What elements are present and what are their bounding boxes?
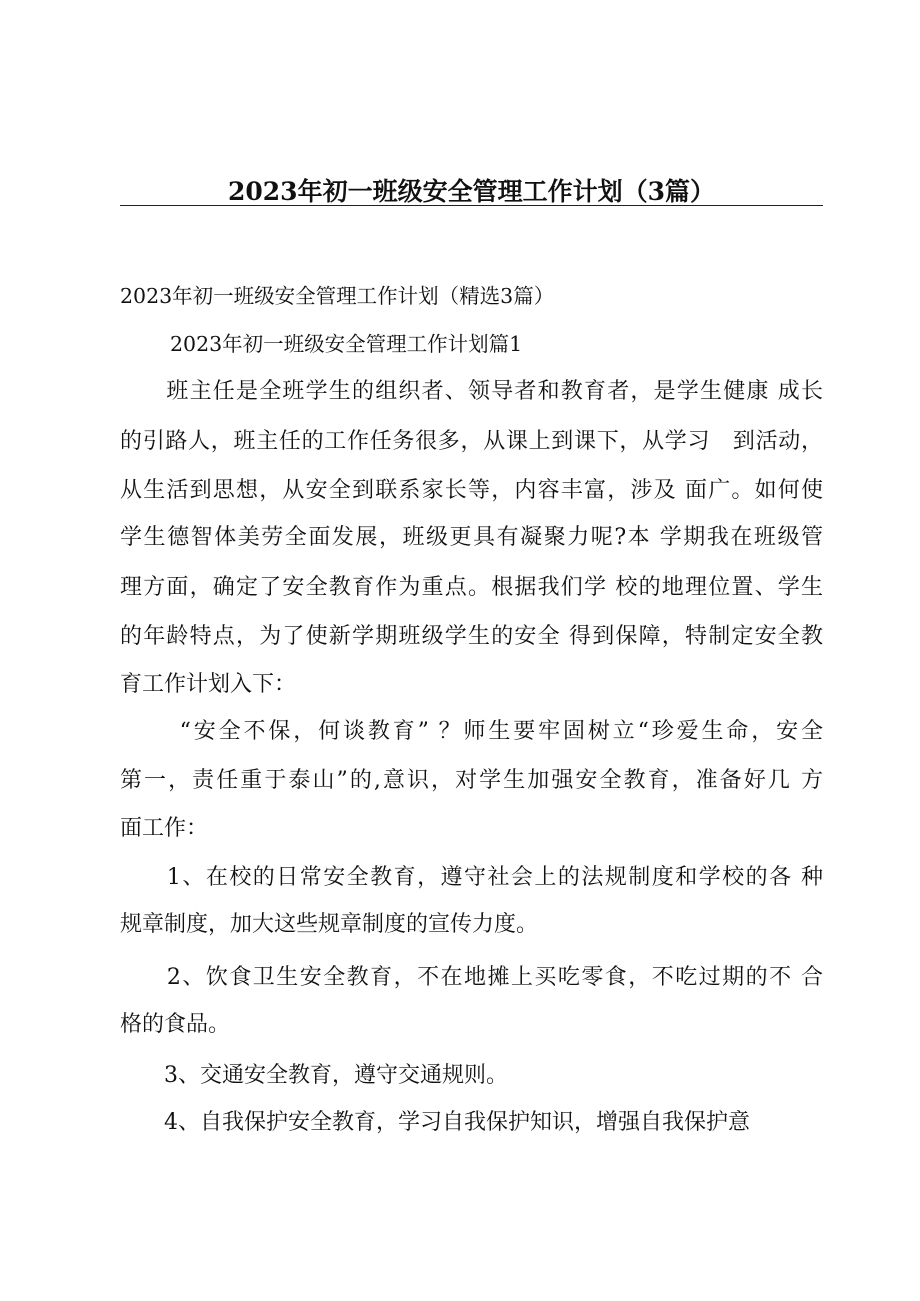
item-2-line-1: 2、饮食卫生安全教育，不在地摊上买吃零食，不吃过期的不 合 bbox=[120, 965, 823, 990]
paragraph-1-line-2: 的引路人，班主任的工作任务很多，从课上到课下，从学习 到活动， bbox=[120, 429, 823, 454]
document-title: 2023年初一班级安全管理工作计划（3篇） bbox=[228, 177, 715, 206]
item-2-line-2: 格的食品。 bbox=[120, 1012, 231, 1037]
paragraph-2-line-3: 面工作： bbox=[120, 816, 209, 841]
paragraph-2-line-1: “安全不保，何谈教育” ？师生要牢固树立“珍爱生命，安全 bbox=[120, 719, 823, 744]
paragraph-2-line-2: 第一，责任重于泰山”的,意识，对学生加强安全教育，准备好几 方 bbox=[120, 768, 823, 793]
paragraph-1-line-4: 学生德智体美劳全面发展，班级更具有凝聚力呢?本 学期我在班级管 bbox=[120, 525, 823, 550]
paragraph-1-line-5: 理方面，确定了安全教育作为重点。根据我们学 校的地理位置、学生 bbox=[120, 575, 823, 600]
document-subtitle: 2023年初一班级安全管理工作计划（精选3篇） bbox=[120, 284, 555, 308]
title-underline bbox=[120, 205, 823, 206]
paragraph-1-line-3: 从生活到思想，从安全到联系家长等，内容丰富，涉及 面广。如何使 bbox=[120, 478, 823, 503]
section-heading: 2023年初一班级安全管理工作计划篇1 bbox=[170, 332, 523, 356]
item-1-line-2: 规章制度，加大这些规章制度的宣传力度。 bbox=[120, 912, 539, 937]
item-4-line-1: 4、自我保护安全教育，学习自我保护知识，增强自我保护意 bbox=[120, 1110, 750, 1135]
item-3-line-1: 3、交通安全教育，遵守交通规则。 bbox=[120, 1063, 508, 1088]
paragraph-1-line-6: 的年龄特点，为了使新学期班级学生的安全 得到保障，特制定安全教 bbox=[120, 624, 823, 649]
paragraph-1-line-1: 班主任是全班学生的组织者、领导者和教育者，是学生健康 成长 bbox=[120, 379, 823, 404]
paragraph-1-line-7: 育工作计划入下： bbox=[120, 672, 297, 697]
item-1-line-1: 1、在校的日常安全教育，遵守社会上的法规制度和学校的各 种 bbox=[120, 865, 823, 890]
